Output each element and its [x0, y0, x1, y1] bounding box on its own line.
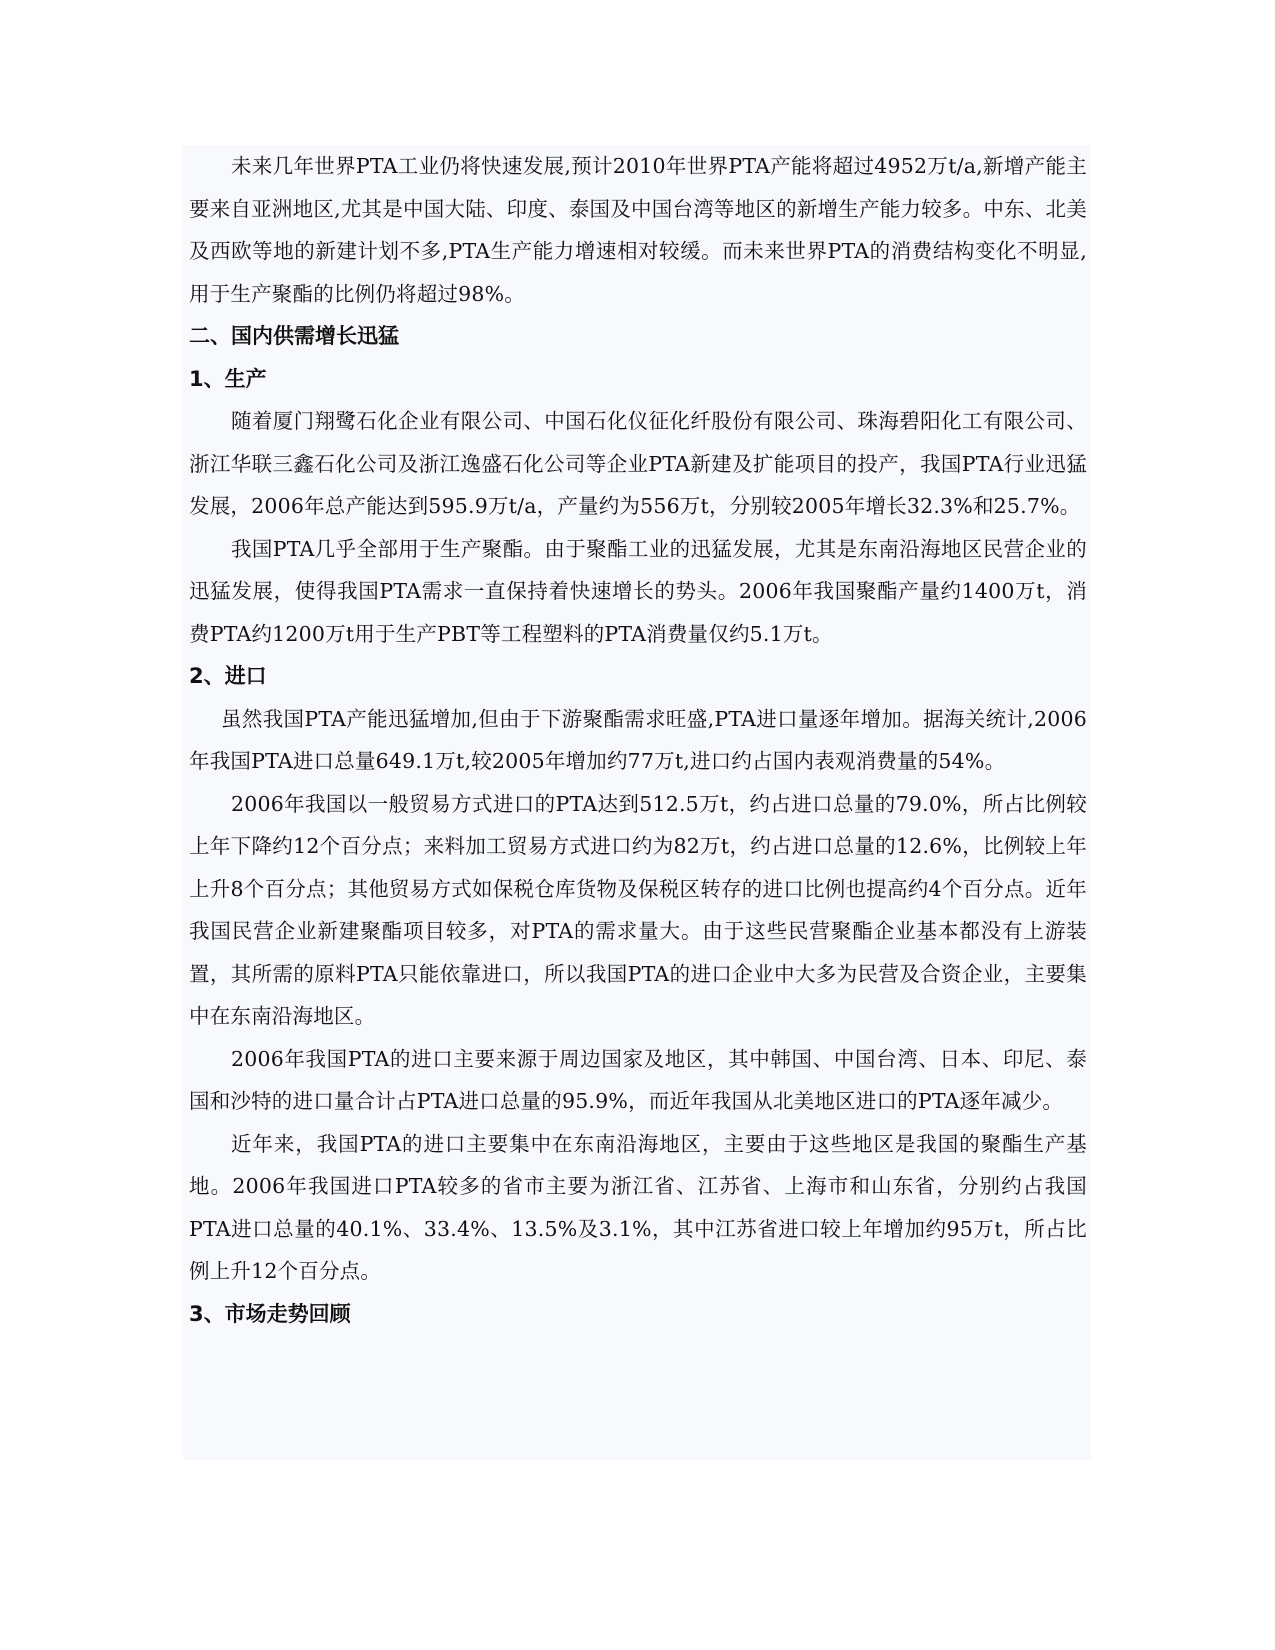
subsection-heading-production: 1、生产 [189, 366, 267, 391]
paragraph-world-outlook: 未来几年世界PTA工业仍将快速发展,预计2010年世界PTA产能将超过4952万t/a,新增产能主要来自亚洲地区,尤其是中国大陆、印度、泰国及中国台湾等地区的新增生产能力较多。中东、北美及西欧等地的新建计划不多,PTA生产能力增速相对较缓。而未来世界PTA的消费结构变化不明显,用于生产聚酯的比例仍将超过98%。 [189, 154, 1087, 306]
paragraph-consumption: 我国PTA几乎全部用于生产聚酯。由于聚酯工业的迅猛发展，尤其是东南沿海地区民营企业的迅猛发展，使得我国PTA需求一直保持着快速增长的势头。2006年我国聚酯产量约1400万t，消费PTA约1200万t用于生产PBT等工程塑料的PTA消费量仅约5.1万t。 [189, 536, 1087, 646]
document-body [183, 145, 1091, 1460]
paragraph-import-sources: 2006年我国PTA的进口主要来源于周边国家及地区，其中韩国、中国台湾、日本、印尼、泰国和沙特的进口量合计占PTA进口总量的95.9%，而近年我国从北美地区进口的PTA逐年减少。 [189, 1046, 1087, 1113]
paragraph-import-total: 虽然我国PTA产能迅猛增加,但由于下游聚酯需求旺盛,PTA进口量逐年增加。据海关统计,2006年我国PTA进口总量649.1万t,较2005年增加约77万t,进口约占国内表观消费量的54%。 [189, 706, 1087, 773]
subsection-heading-market: 3、市场走势回顾 [189, 1301, 351, 1326]
subsection-heading-import: 2、进口 [189, 664, 267, 688]
document-text [183, 145, 1091, 1335]
section-heading-domestic: 二、国内供需增长迅猛 [189, 324, 399, 348]
paragraph-production: 随着厦门翔鹭石化企业有限公司、中国石化仪征化纤股份有限公司、珠海碧阳化工有限公司、浙江华联三鑫石化公司及浙江逸盛石化公司等企业PTA新建及扩能项目的投产，我国PTA行业迅猛发展，2006年总产能达到595.9万t/a，产量约为556万t，分别较2005年增长32.3%和25.7%。 [189, 409, 1087, 518]
paragraph-trade-modes: 2006年我国以一般贸易方式进口的PTA达到512.5万t，约占进口总量的79.0%，所占比例较上年下降约12个百分点；来料加工贸易方式进口约为82万t，约占进口总量的12.6%，比例较上年上升8个百分点；其他贸易方式如保税仓库货物及保税区转存的进口比例也提高约4个百分点。近年我国民营企业新建聚酯项目较多，对PTA的需求量大。由于这些民营聚酯企业基本都没有上游装置，其所需的原料PTA只能依靠进口，所以我国PTA的进口企业中大多为民营及合资企业，主要集中在东南沿海地区。 [189, 791, 1087, 1028]
paragraph-import-regions: 近年来，我国PTA的进口主要集中在东南沿海地区，主要由于这些地区是我国的聚酯生产基地。2006年我国进口PTA较多的省市主要为浙江省、江苏省、上海市和山东省，分别约占我国PTA进口总量的40.1%、33.4%、13.5%及3.1%，其中江苏省进口较上年增加约95万t，所占比例上升12个百分点。 [189, 1131, 1087, 1283]
